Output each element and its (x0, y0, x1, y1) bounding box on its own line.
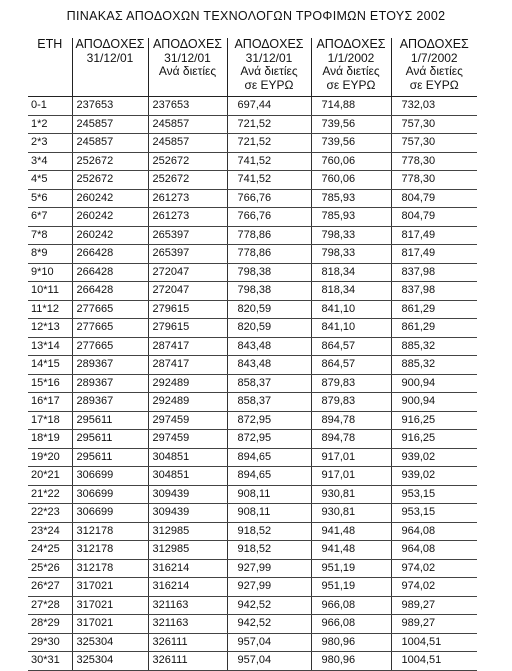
cell-salary-2: 279615 (148, 319, 227, 338)
cell-salary-5: 964,08 (391, 522, 477, 541)
header-line: 31/12/01 (245, 50, 293, 65)
header-line (28, 52, 72, 66)
cell-salary-5: 837,98 (391, 263, 477, 282)
cell-salary-1: 295611 (72, 411, 148, 430)
header-line: 1/7/2002 (410, 50, 458, 65)
cell-salary-2: 326111 (148, 633, 227, 652)
cell-salary-3: 820,59 (227, 319, 311, 338)
cell-salary-3: 766,76 (227, 189, 311, 208)
header-salary-2 (148, 38, 227, 97)
cell-salary-1: 325304 (72, 633, 148, 652)
cell-salary-3: 721,52 (227, 115, 311, 134)
cell-salary-3: 942,52 (227, 596, 311, 615)
cell-salary-2: 309439 (148, 485, 227, 504)
table-row (28, 337, 477, 356)
cell-salary-4: 894,78 (311, 430, 391, 449)
table-row (28, 522, 477, 541)
cell-years: 25*26 (28, 559, 72, 578)
cell-salary-1: 289367 (72, 393, 148, 412)
cell-salary-1: 245857 (72, 115, 148, 134)
table-row (28, 245, 477, 264)
cell-salary-4: 941,48 (311, 522, 391, 541)
cell-salary-2: 316214 (148, 578, 227, 597)
table-row (28, 134, 477, 153)
table-row (28, 596, 477, 615)
cell-salary-4: 930,81 (311, 504, 391, 523)
cell-salary-2: 287417 (148, 337, 227, 356)
cell-salary-1: 277665 (72, 300, 148, 319)
cell-salary-1: 312178 (72, 541, 148, 560)
cell-salary-1: 312178 (72, 559, 148, 578)
table-row (28, 282, 477, 301)
cell-salary-5: 837,98 (391, 282, 477, 301)
cell-salary-3: 957,04 (227, 652, 311, 671)
cell-salary-2: 304851 (148, 467, 227, 486)
cell-salary-1: 312178 (72, 522, 148, 541)
cell-salary-2: 309439 (148, 504, 227, 523)
header-years (28, 38, 72, 97)
cell-years: 27*28 (28, 596, 72, 615)
table-row (28, 541, 477, 560)
header-line: Ανά διετίες (405, 64, 463, 78)
cell-salary-3: 908,11 (227, 485, 311, 504)
cell-salary-4: 917,01 (311, 448, 391, 467)
cell-salary-4: 818,34 (311, 263, 391, 282)
header-line: ΑΠΟΔΟΧΕΣ (75, 38, 145, 51)
header-line: Ανά διετίες (322, 64, 380, 78)
table-row (28, 578, 477, 597)
table-row (28, 97, 477, 116)
header-line: σε ΕΥΡΩ (244, 77, 294, 92)
header-line: ΑΠΟΔΟΧΕΣ (316, 38, 386, 51)
cell-years: 5*6 (28, 189, 72, 208)
cell-salary-1: 260242 (72, 208, 148, 227)
cell-salary-5: 885,32 (391, 337, 477, 356)
table-body (28, 97, 477, 671)
header-salary-5 (391, 38, 477, 97)
cell-salary-1: 252672 (72, 152, 148, 171)
cell-salary-5: 757,30 (391, 134, 477, 153)
cell-salary-5: 953,15 (391, 485, 477, 504)
cell-years: 4*5 (28, 171, 72, 190)
cell-salary-4: 951,19 (311, 559, 391, 578)
cell-salary-2: 252672 (148, 171, 227, 190)
cell-salary-1: 289367 (72, 374, 148, 393)
cell-salary-5: 778,30 (391, 171, 477, 190)
cell-salary-2: 279615 (148, 300, 227, 319)
header-salary-1 (72, 38, 148, 97)
cell-salary-2: 297459 (148, 430, 227, 449)
cell-years: 9*10 (28, 263, 72, 282)
table-row (28, 467, 477, 486)
cell-years: 2*3 (28, 134, 72, 153)
cell-salary-3: 918,52 (227, 541, 311, 560)
cell-salary-1: 317021 (72, 578, 148, 597)
table-row (28, 115, 477, 134)
cell-salary-1: 266428 (72, 245, 148, 264)
cell-salary-2: 272047 (148, 282, 227, 301)
cell-salary-1: 245857 (72, 134, 148, 153)
cell-salary-2: 265397 (148, 245, 227, 264)
cell-salary-1: 306699 (72, 485, 148, 504)
cell-salary-5: 974,02 (391, 559, 477, 578)
cell-salary-2: 326111 (148, 652, 227, 671)
cell-salary-2: 321163 (148, 596, 227, 615)
cell-salary-5: 757,30 (391, 115, 477, 134)
header-row (28, 38, 477, 97)
cell-salary-4: 951,19 (311, 578, 391, 597)
cell-salary-1: 260242 (72, 189, 148, 208)
cell-salary-3: 942,52 (227, 615, 311, 634)
table-row (28, 171, 477, 190)
cell-years: 1*2 (28, 115, 72, 134)
cell-salary-3: 927,99 (227, 559, 311, 578)
cell-salary-3: 858,37 (227, 374, 311, 393)
cell-salary-4: 864,57 (311, 337, 391, 356)
cell-salary-3: 798,38 (227, 282, 311, 301)
cell-years: 16*17 (28, 393, 72, 412)
cell-years: 0-1 (28, 97, 72, 116)
cell-salary-5: 989,27 (391, 615, 477, 634)
cell-salary-1: 277665 (72, 337, 148, 356)
header-line: 31/12/01 (164, 50, 211, 65)
cell-salary-5: 939,02 (391, 467, 477, 486)
cell-years: 17*18 (28, 411, 72, 430)
cell-salary-5: 804,79 (391, 208, 477, 227)
header-line (149, 79, 227, 93)
cell-salary-4: 798,33 (311, 226, 391, 245)
cell-salary-2: 304851 (148, 448, 227, 467)
cell-salary-2: 292489 (148, 393, 227, 412)
header-line: ΑΠΟΔΟΧΕΣ (152, 38, 223, 51)
cell-salary-3: 721,52 (227, 134, 311, 153)
table-row (28, 263, 477, 282)
cell-salary-1: 295611 (72, 448, 148, 467)
header-line (73, 65, 148, 79)
cell-salary-4: 864,57 (311, 356, 391, 375)
table-row (28, 208, 477, 227)
cell-years: 29*30 (28, 633, 72, 652)
cell-salary-3: 697,44 (227, 97, 311, 116)
table-row (28, 356, 477, 375)
cell-salary-2: 292489 (148, 374, 227, 393)
header-line (73, 79, 148, 93)
cell-salary-2: 321163 (148, 615, 227, 634)
cell-salary-1: 317021 (72, 596, 148, 615)
cell-salary-3: 872,95 (227, 411, 311, 430)
table-row (28, 226, 477, 245)
cell-salary-3: 872,95 (227, 430, 311, 449)
cell-salary-2: 252672 (148, 152, 227, 171)
cell-salary-4: 739,56 (311, 134, 391, 153)
cell-salary-4: 785,93 (311, 208, 391, 227)
header-line (28, 79, 72, 93)
table-row (28, 485, 477, 504)
cell-salary-5: 885,32 (391, 356, 477, 375)
cell-salary-4: 760,06 (311, 171, 391, 190)
cell-salary-5: 817,49 (391, 245, 477, 264)
table-row (28, 430, 477, 449)
cell-salary-3: 778,86 (227, 245, 311, 264)
cell-salary-5: 964,08 (391, 541, 477, 560)
header-line (28, 65, 72, 79)
cell-salary-3: 778,86 (227, 226, 311, 245)
table-row (28, 393, 477, 412)
cell-salary-4: 917,01 (311, 467, 391, 486)
cell-salary-1: 266428 (72, 282, 148, 301)
cell-salary-1: 237653 (72, 97, 148, 116)
cell-salary-1: 266428 (72, 263, 148, 282)
cell-years: 10*11 (28, 282, 72, 301)
cell-salary-4: 714,88 (311, 97, 391, 116)
cell-salary-4: 785,93 (311, 189, 391, 208)
cell-years: 15*16 (28, 374, 72, 393)
table-row (28, 300, 477, 319)
cell-salary-2: 316214 (148, 559, 227, 578)
cell-years: 20*21 (28, 467, 72, 486)
cell-years: 3*4 (28, 152, 72, 171)
cell-salary-1: 295611 (72, 430, 148, 449)
cell-salary-5: 916,25 (391, 430, 477, 449)
cell-salary-5: 861,29 (391, 319, 477, 338)
table-row (28, 152, 477, 171)
cell-years: 23*24 (28, 522, 72, 541)
salary-table (28, 38, 477, 671)
cell-salary-3: 820,59 (227, 300, 311, 319)
table-row (28, 504, 477, 523)
cell-salary-3: 843,48 (227, 337, 311, 356)
cell-salary-3: 766,76 (227, 208, 311, 227)
cell-salary-2: 261273 (148, 189, 227, 208)
cell-salary-1: 306699 (72, 467, 148, 486)
header-line: ΕΤΗ (37, 38, 63, 51)
table-row (28, 411, 477, 430)
cell-years: 8*9 (28, 245, 72, 264)
cell-years: 12*13 (28, 319, 72, 338)
table-row (28, 448, 477, 467)
cell-salary-2: 237653 (148, 97, 227, 116)
cell-salary-4: 966,08 (311, 596, 391, 615)
cell-salary-2: 245857 (148, 115, 227, 134)
cell-salary-2: 245857 (148, 134, 227, 153)
cell-salary-4: 966,08 (311, 615, 391, 634)
cell-salary-2: 272047 (148, 263, 227, 282)
header-line: σε ΕΥΡΩ (326, 77, 376, 92)
cell-salary-5: 817,49 (391, 226, 477, 245)
table-row (28, 559, 477, 578)
cell-salary-1: 306699 (72, 504, 148, 523)
cell-years: 22*23 (28, 504, 72, 523)
cell-salary-5: 989,27 (391, 596, 477, 615)
cell-salary-3: 894,65 (227, 467, 311, 486)
table-row (28, 189, 477, 208)
cell-years: 13*14 (28, 337, 72, 356)
cell-salary-3: 798,38 (227, 263, 311, 282)
cell-years: 28*29 (28, 615, 72, 634)
cell-years: 19*20 (28, 448, 72, 467)
header-line: σε ΕΥΡΩ (409, 77, 459, 92)
table-row (28, 652, 477, 671)
cell-salary-4: 980,96 (311, 652, 391, 671)
cell-salary-5: 916,25 (391, 411, 477, 430)
cell-salary-5: 939,02 (391, 448, 477, 467)
cell-salary-1: 277665 (72, 319, 148, 338)
cell-salary-3: 957,04 (227, 633, 311, 652)
cell-salary-1: 260242 (72, 226, 148, 245)
cell-salary-5: 953,15 (391, 504, 477, 523)
cell-salary-3: 894,65 (227, 448, 311, 467)
cell-salary-4: 879,83 (311, 393, 391, 412)
header-line: 1/1/2002 (327, 50, 375, 65)
cell-salary-5: 732,03 (391, 97, 477, 116)
cell-salary-2: 287417 (148, 356, 227, 375)
table-row (28, 374, 477, 393)
cell-salary-1: 289367 (72, 356, 148, 375)
cell-salary-4: 841,10 (311, 300, 391, 319)
cell-salary-4: 739,56 (311, 115, 391, 134)
cell-salary-4: 879,83 (311, 374, 391, 393)
cell-years: 6*7 (28, 208, 72, 227)
cell-salary-4: 941,48 (311, 541, 391, 560)
cell-salary-4: 894,78 (311, 411, 391, 430)
cell-salary-3: 741,52 (227, 152, 311, 171)
cell-years: 7*8 (28, 226, 72, 245)
cell-salary-5: 974,02 (391, 578, 477, 597)
cell-salary-3: 908,11 (227, 504, 311, 523)
cell-salary-2: 312985 (148, 541, 227, 560)
cell-salary-5: 900,94 (391, 393, 477, 412)
header-line: 31/12/01 (86, 50, 134, 65)
cell-years: 21*22 (28, 485, 72, 504)
cell-salary-4: 930,81 (311, 485, 391, 504)
cell-salary-1: 252672 (72, 171, 148, 190)
header-salary-3 (227, 38, 311, 97)
cell-years: 11*12 (28, 300, 72, 319)
cell-salary-3: 858,37 (227, 393, 311, 412)
header-line: ΑΠΟΔΟΧΕΣ (234, 38, 304, 51)
cell-salary-4: 818,34 (311, 282, 391, 301)
cell-salary-5: 861,29 (391, 300, 477, 319)
header-line: Ανά διετίες (240, 64, 298, 78)
cell-salary-3: 843,48 (227, 356, 311, 375)
cell-salary-5: 1004,51 (391, 633, 477, 652)
cell-salary-5: 778,30 (391, 152, 477, 171)
cell-salary-5: 1004,51 (391, 652, 477, 671)
cell-salary-5: 900,94 (391, 374, 477, 393)
cell-salary-3: 918,52 (227, 522, 311, 541)
table-row (28, 633, 477, 652)
cell-salary-5: 804,79 (391, 189, 477, 208)
cell-salary-4: 798,33 (311, 245, 391, 264)
cell-years: 26*27 (28, 578, 72, 597)
header-line: ΑΠΟΔΟΧΕΣ (399, 38, 469, 51)
cell-salary-4: 760,06 (311, 152, 391, 171)
cell-salary-2: 297459 (148, 411, 227, 430)
cell-salary-3: 741,52 (227, 171, 311, 190)
header-salary-4 (311, 38, 391, 97)
cell-salary-3: 927,99 (227, 578, 311, 597)
table-row (28, 615, 477, 634)
cell-salary-4: 841,10 (311, 319, 391, 338)
cell-years: 30*31 (28, 652, 72, 671)
document-title: ΠΙΝΑΚΑΣ ΑΠΟΔΟΧΩΝ ΤΕΧΝΟΛΟΓΩΝ ΤΡΟΦΙΜΩΝ ΕΤΟΥΣ 2002 (66, 9, 446, 23)
cell-salary-2: 261273 (148, 208, 227, 227)
cell-years: 18*19 (28, 430, 72, 449)
cell-salary-2: 265397 (148, 226, 227, 245)
cell-salary-4: 980,96 (311, 633, 391, 652)
cell-years: 14*15 (28, 356, 72, 375)
cell-salary-1: 325304 (72, 652, 148, 671)
table-row (28, 319, 477, 338)
header-line: Ανά διετίες (158, 64, 217, 78)
cell-salary-1: 317021 (72, 615, 148, 634)
cell-years: 24*25 (28, 541, 72, 560)
cell-salary-2: 312985 (148, 522, 227, 541)
